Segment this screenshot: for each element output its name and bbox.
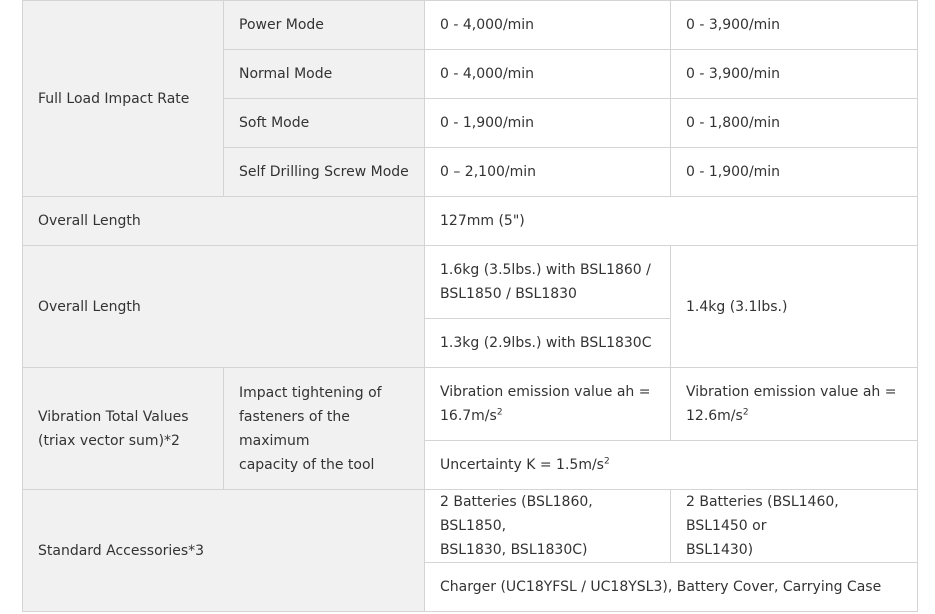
impact-rate-label-text: Full Load Impact Rate (38, 90, 190, 107)
mode-value-text: 0 - 3,900/min (686, 17, 781, 33)
vibration-uncertainty-text: Uncertainty K = 1.5m/s (440, 457, 604, 473)
spec-table (22, 0, 918, 612)
vibration-value-line: Vibration emission value ah = (686, 384, 897, 400)
mode-value-text: 0 – 2,100/min (440, 164, 537, 180)
vibration-condition (224, 368, 425, 490)
mode-value-text: 0 - 4,000/min (440, 17, 535, 33)
vibration-uncertainty (425, 441, 918, 490)
accessories-common (425, 563, 918, 612)
vibration-condition-line: fasteners of the maximum (239, 408, 350, 449)
mode-value (671, 1, 918, 50)
vibration-label (23, 368, 224, 490)
mode-value (425, 1, 671, 50)
accessories-label-text: Standard Accessories*3 (38, 542, 205, 559)
vibration-value-number: 16.7m/s (440, 408, 497, 424)
unit-superscript: 2 (603, 456, 610, 467)
mode-name (224, 1, 425, 50)
mode-value-text: 0 - 1,900/min (686, 164, 781, 180)
mode-value (425, 148, 671, 197)
mode-name (224, 50, 425, 99)
vibration-value-line: Vibration emission value ah = (440, 384, 651, 400)
vibration-label-line: (triax vector sum)*2 (38, 432, 180, 449)
weight-value-line: 1.6kg (3.5lbs.) with BSL1860 / (440, 262, 651, 278)
accessories-value-line: BSL1830, BSL1830C) (440, 542, 588, 558)
table-row (23, 368, 918, 441)
mode-value (425, 50, 671, 99)
weight-value-a2 (425, 319, 671, 368)
length-label-text: Overall Length (38, 213, 141, 229)
length-label (23, 197, 425, 246)
mode-value-text: 0 - 3,900/min (686, 66, 781, 82)
mode-value (671, 99, 918, 148)
mode-name-text: Normal Mode (239, 66, 333, 82)
mode-name (224, 148, 425, 197)
weight-value-a1 (425, 246, 671, 319)
mode-value (671, 50, 918, 99)
vibration-label-line: Vibration Total Values (38, 408, 189, 425)
weight-value-line: BSL1850 / BSL1830 (440, 286, 577, 302)
accessories-label (23, 490, 425, 612)
accessories-value-b (671, 490, 918, 563)
weight-value-b (671, 246, 918, 368)
mode-name-text: Self Drilling Screw Mode (239, 164, 409, 180)
vibration-value-a (425, 368, 671, 441)
vibration-value-number: 12.6m/s (686, 408, 743, 424)
weight-value-b-text: 1.4kg (3.1lbs.) (686, 298, 788, 315)
vibration-value-line (686, 404, 902, 428)
mode-value-text: 0 - 1,800/min (686, 115, 781, 131)
mode-name-text: Power Mode (239, 17, 324, 33)
accessories-common-text: Charger (UC18YFSL / UC18YSL3), Battery Cover, Carrying Case (440, 579, 882, 595)
mode-value-text: 0 - 4,000/min (440, 66, 535, 82)
unit-superscript: 2 (496, 407, 503, 418)
vibration-value-line (440, 404, 655, 428)
unit-superscript: 2 (742, 407, 749, 418)
length-value (425, 197, 918, 246)
vibration-value-b (671, 368, 918, 441)
accessories-value-line: 2 Batteries (BSL1860, BSL1850, (440, 494, 593, 534)
weight-label (23, 246, 425, 368)
table-row (23, 197, 918, 246)
table-row (23, 246, 918, 319)
vibration-condition-line: Impact tightening of (239, 384, 382, 401)
accessories-value-a (425, 490, 671, 563)
accessories-value-line: 2 Batteries (BSL1460, BSL1450 or (686, 494, 839, 534)
vibration-condition-line: capacity of the tool (239, 456, 375, 473)
mode-value (425, 99, 671, 148)
mode-name-text: Soft Mode (239, 115, 310, 131)
weight-label-text: Overall Length (38, 298, 141, 315)
mode-value (671, 148, 918, 197)
mode-name (224, 99, 425, 148)
weight-value-a2-text: 1.3kg (2.9lbs.) with BSL1830C (440, 335, 652, 351)
table-row (23, 490, 918, 563)
mode-value-text: 0 - 1,900/min (440, 115, 535, 131)
length-value-text: 127mm (5") (440, 213, 525, 229)
impact-rate-label (23, 1, 224, 197)
table-row (23, 1, 918, 50)
accessories-value-line: BSL1430) (686, 542, 754, 558)
